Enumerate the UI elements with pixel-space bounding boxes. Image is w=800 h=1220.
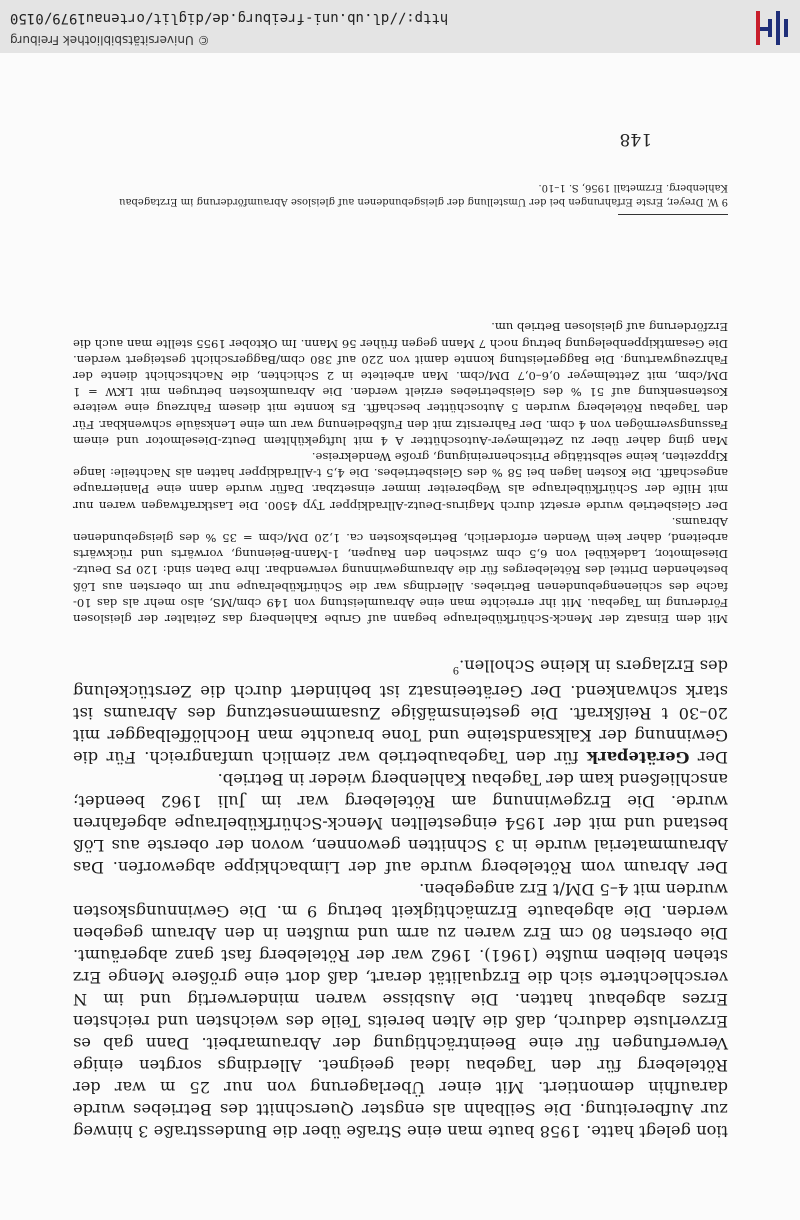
copyright-text: © Universitätsbibliothek Freiburg	[10, 33, 210, 47]
small-text-column	[73, 319, 728, 627]
footnote-marker: 9	[452, 664, 460, 675]
text-run: für den Tagebaubetrieb war ziemlich umfangreich. Für die Gewinnung der Kalksandsteine und Tone brauchte man Hochlöffelbagger mit 20–30 t Reißkraft. Die gesteinsmäßige Zusammensetzung des Abraums ist stark schwankend. Der Geräteeinsatz ist behindert durch die Zerstückelung des Erzlagers in kleine Schollen.	[72, 656, 728, 767]
document-url-link[interactable]: http://dl.ub.uni-freiburg.de/diglit/ortenau1979/0150	[10, 10, 449, 26]
footnote-rule	[618, 214, 728, 215]
paragraph: Der Gleisbetrieb wurde ersetzt durch Magirus-Deutz-Allradkipper Typ 4500. Die Lastkraftwagen waren nur mit Hilfe der Schürfkübelraupe als Wegbereiter immer einsetzbar. Dafür wurde dann eine Planierraupe angeschafft. Die Kosten lagen bei 58 % des Gleisbetriebes. Die 4,5 t-Allradkipper hatten als Nachteile: lange Kippzeiten, keine selbsttätige Pritschenreinigung, große Wendekreise.	[73, 449, 728, 513]
ub-freiburg-logo-icon	[748, 11, 788, 45]
paragraph-geraetepark	[73, 655, 728, 768]
footnote: 9 W. Dreyer, Erste Erfahrungen bei der Umstellung der gleisgebundenen auf gleislose Abraumförderung im Erztagebau Kahlenberg. Erzmetall 1956, S. 1–10.	[119, 182, 728, 207]
book-page	[0, 53, 800, 1220]
main-text-column	[73, 655, 728, 1142]
paragraph: Man ging daher über zu Zettelmeyer-Autoschütter A 4 mit luftgekühltem Deutz-Dieselmotor und einem Fassungsvermögen von 4 cbm. Der Fahrersitz mit den Fußbedienung war um eine Lenksäule schwenkbar. Für den Tagebau Röteleberg wurden 5 Autoschütter beschafft. Es konnte mit diesem Fahrzeug eine weitere Kostensenkung auf 51 % des Gleisbetriebes erzielt werden. Die Abraumkosten betrugen mit LKW = 1 DM/cbm, mit Zettelmeyer 0,6–0,7 DM/cbm. Man arbeitete in 2 Schichten, die Nachtschicht diente der Fahrzeugwartung. Die Baggerleistung konnte damit von 220 auf 380 cbm/Baggerschicht gesteigert werden. Die Gesamtkippenbelegung betrug noch 7 Mann gegen früher 56 Mann. Im Oktober 1955 stellte man auch die Erzförderung auf gleislosen Betrieb um.	[73, 320, 728, 448]
bold-term: Gerätepark	[586, 748, 690, 767]
paragraph: Der Abraum vom Röteleberg wurde auf der Limbachkippe abgeworfen. Das Abraummaterial wurde in 3 Schnitten gewonnen, wovon der oberste aus Löß bestand und mit der 1954 eingestellten Menck-Schürfkübelraupe abgefahren wurde. Die Erzgewinnung am Röteleberg war im Juli 1962 beendet; anschließend kam der Tagebau Kahlenberg wieder in Betrieb.	[73, 770, 728, 877]
paragraph: tion gelegt hatte. 1958 baute man eine Straße über die Bundesstraße 3 hinweg zur Aufbereitung. Die Seilbahn als engster Querschnitt des Betriebes wurde daraufhin demontiert. Mit einer Überlagerung von nur 25 m war der Röteleberg für den Tagebau ideal geeignet. Allerdings sorgten einige Verwerfungen für eine Beeinträchtigung der Abraumarbeit. Dann gab es Erzverluste dadurch, daß die Alten bereits Teile des weichsten und reichsten Erzes abgebaut hatten. Die Ausbisse waren minderwertig und im N verschlechterte sich die Erzqualität derart, daß dort eine größere Menge Erz stehen bleiben mußte (1961). 1962 war der Röteleberg fast ganz abgeräumt. Die obersten 80 cm Erz waren zu arm und mußten in den Abraum gegeben werden. Die abgebaute Erzmächtigkeit betrug 9 m. Die Gewinnungskosten wurden mit 4–5 DM/t Erz angegeben.	[73, 880, 728, 1141]
paragraph: Mit dem Einsatz der Menck-Schürfkübelraupe begann auf Grube Kahlenberg das Zeitalter der gleislosen Förderung im Tagebau. Mit ihr erreichte man eine Abraumleistung von 149 cbm/MS, also mehr als das 10-fache des schienengebundenen Betriebes. Allerdings war die Schürfkübelraupe nur im obersten aus Löß bestehenden Drittel des Röteleberges für die Abraumgewinnung verwendbar. Ihre Daten sind: 120 PS Deutz-Dieselmotor, Ladekübel von 6,5 cbm zwischen den Raupen, 1-Mann-Beienung, vorwärts und rückwärts arbeitend, daher kein Wenden erforderlich, Betriebskosten ca. 1,20 DM/cbm = 35 % des gleisgebundenen Abraums.	[73, 514, 728, 626]
text-run: Der	[689, 748, 728, 767]
library-banner	[0, 0, 800, 53]
page-number: 148	[619, 129, 652, 149]
